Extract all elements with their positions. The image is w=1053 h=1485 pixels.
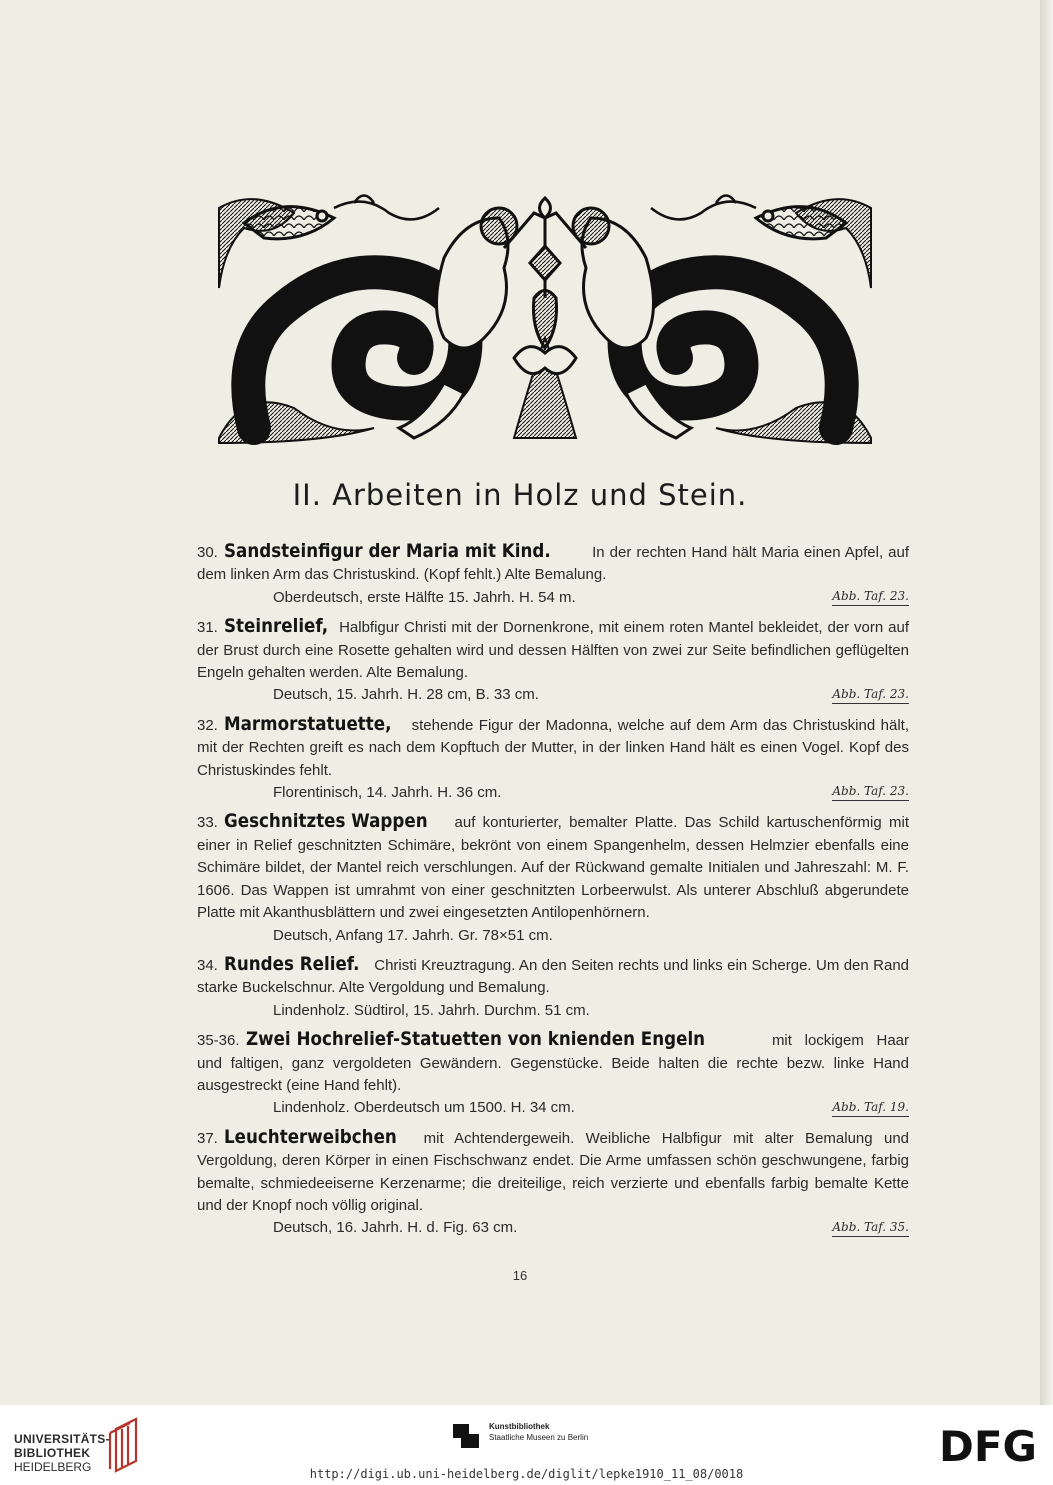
entry-meta: Florentinisch, 14. Jahrh. H. 36 cm. bbox=[273, 784, 502, 802]
ub-heidelberg-logo-icon[interactable] bbox=[104, 1417, 146, 1473]
kunstbibliothek-logo-text[interactable] bbox=[489, 1421, 588, 1443]
catalog-entry-30 bbox=[197, 540, 909, 609]
kb-title: Kunstbibliothek bbox=[489, 1422, 550, 1431]
entry-description: stehende Figur der Madonna, welche auf dem Arm das Christuskind hält, mit der Rechten greift es nach dem Kopftuch der Mutter, in der linken Hand hält es einen Vogel. Kopf des Christuskindes fehlt. bbox=[197, 716, 909, 779]
entry-number: 34. bbox=[197, 956, 218, 974]
plate-reference: Abb. Taf. 35. bbox=[832, 1219, 909, 1237]
entry-description: In der rechten Hand hält Maria einen Apfel, auf dem linken Arm das Christuskind. (Kopf fehlt.) Alte Bemalung. bbox=[197, 544, 910, 584]
entry-description: mit lockigem Haar und faltigen, ganz vergoldeten Gewändern. Gegenstücke. Beide halten die rechte bezw. linke Hand ausgestreckt (eine Hand fehlt). bbox=[197, 1032, 910, 1094]
catalog-entry-33 bbox=[197, 810, 909, 946]
plate-reference: Abb. Taf. 23. bbox=[832, 783, 909, 801]
entry-number: 30. bbox=[197, 544, 218, 561]
entry-number: 31. bbox=[197, 619, 218, 637]
entry-description: auf konturierter, bemalter Platte. Das Schild kartuschenförmig mit einer in Relief geschnitzten Schimäre, bekrönt von einem Spangenhelm, dessen Helmzier ebenfalls eine Schimäre bildet, der Mantel reich verschlungen. Auf der Rückwand gemalte Initialen und Jahreszahl: M. F. 1606. Das Wappen ist umrahmt von einer geschnitzten Lorbeerwulst. Als unterer Abschluß abgerundete Platte mit Akanthusblättern und zwei eingesetzten Antilopenhörnern. bbox=[197, 814, 909, 922]
catalog-entry-35-36 bbox=[197, 1028, 909, 1120]
entry-title: Geschnitztes Wappen bbox=[223, 810, 428, 833]
entry-title: Leuchterweibchen bbox=[223, 1125, 397, 1148]
catalog-entry-31 bbox=[197, 615, 909, 707]
entry-description: Christi Kreuztragung. An den Seiten rechts und links ein Scherge. Um den Rand starke Buckelschnur. Alte Vergoldung und Bemalung. bbox=[197, 956, 909, 997]
page-edge bbox=[1040, 0, 1053, 1405]
catalog-entries bbox=[197, 540, 909, 1246]
plate-reference: Abb. Taf. 23. bbox=[832, 686, 909, 704]
plate-reference: Abb. Taf. 23. bbox=[832, 588, 909, 606]
entry-meta: Oberdeutsch, erste Hälfte 15. Jahrh. H. 54 m. bbox=[273, 588, 576, 606]
ub-line-3: HEIDELBERG bbox=[14, 1460, 92, 1474]
page-number: 16 bbox=[512, 1268, 528, 1283]
entry-number: 32. bbox=[197, 716, 218, 734]
entry-title: Sandsteinfigur der Maria mit Kind. bbox=[223, 540, 551, 562]
dfg-logo[interactable] bbox=[935, 1423, 1041, 1467]
entry-number: 37. bbox=[197, 1129, 218, 1147]
entry-title: Marmorstatuette, bbox=[223, 712, 392, 735]
entry-description: Halbfigur Christi mit der Dornenkrone, mit einem roten Mantel bekleidet, der vorn auf der Brust durch eine Rosette gehalten wird und dessen Hälften von zwei zur Seite befindlichen geflügelten Engeln gehalten werden. Alte Bemalung. bbox=[197, 619, 909, 682]
dfg-logo-text: DFG bbox=[938, 1423, 1038, 1467]
section-heading: II. Arbeiten in Holz und Stein. bbox=[292, 478, 748, 512]
entry-meta: Lindenholz. Südtirol, 15. Jahrh. Durchm. 51 cm. bbox=[273, 1001, 590, 1019]
kb-subtitle: Staatliche Museen zu Berlin bbox=[489, 1433, 589, 1442]
catalog-entry-37 bbox=[197, 1126, 909, 1240]
ornamental-headpiece-illustration bbox=[214, 188, 876, 446]
source-url[interactable]: http://digi.ub.uni-heidelberg.de/diglit/lepke1910_11_08/0018 bbox=[309, 1467, 744, 1481]
entry-meta: Deutsch, Anfang 17. Jahrh. Gr. 78×51 cm. bbox=[273, 926, 553, 944]
ub-line-2: BIBLIOTHEK bbox=[14, 1446, 91, 1460]
entry-meta: Lindenholz. Oberdeutsch um 1500. H. 34 cm. bbox=[273, 1099, 575, 1117]
entry-number: 33. bbox=[197, 814, 218, 832]
entry-title: Steinrelief, bbox=[223, 615, 328, 638]
entry-title: Zwei Hochrelief-Statuetten von knienden Engeln bbox=[245, 1028, 705, 1051]
catalog-entry-32 bbox=[197, 713, 909, 805]
entry-number: 35-36. bbox=[197, 1032, 240, 1050]
entry-title: Rundes Relief. bbox=[223, 952, 360, 975]
kunstbibliothek-logo-icon[interactable] bbox=[451, 1420, 481, 1450]
entry-meta: Deutsch, 16. Jahrh. H. d. Fig. 63 cm. bbox=[273, 1219, 518, 1237]
catalog-entry-34 bbox=[197, 953, 909, 1022]
ub-line-1: UNIVERSITÄTS- bbox=[14, 1432, 110, 1446]
entry-meta: Deutsch, 15. Jahrh. H. 28 cm, B. 33 cm. bbox=[273, 686, 539, 704]
entry-description: mit Achtendergeweih. Weibliche Halbfigur mit alter Bemalung und Vergoldung, deren Körper in einen Fischschwanz endet. Die Arme umfassen schön geschwungene, farbig bemalte, schmiedeeiserne Kerzenarme; die dreiteilige, reich verzierte und ebenfalls farbig bemalte Kette und der Knopf noch völlig original. bbox=[197, 1129, 909, 1214]
plate-reference: Abb. Taf. 19. bbox=[832, 1099, 909, 1117]
